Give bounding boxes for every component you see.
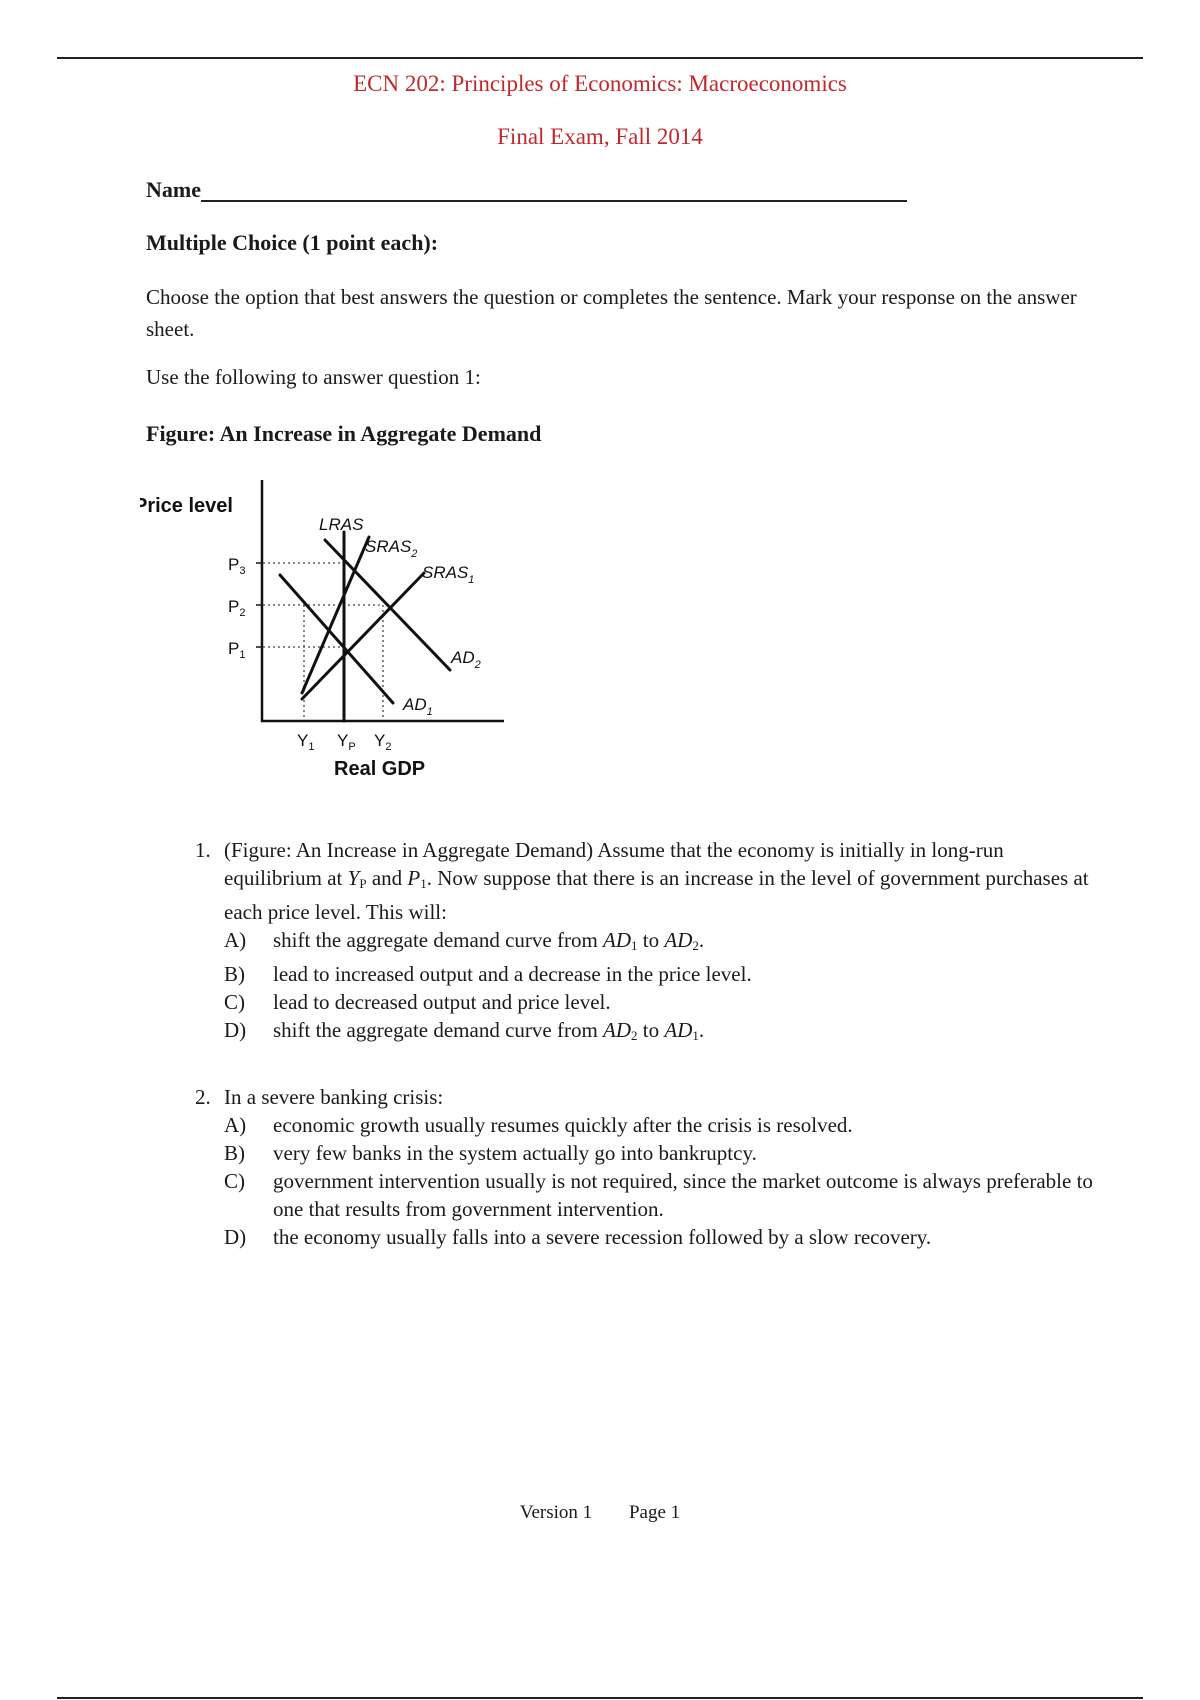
option-text: lead to decreased output and price level. <box>273 990 611 1014</box>
use-following-note: Use the following to answer question 1: <box>146 365 481 389</box>
question-2-option-b[interactable] <box>224 1139 1095 1167</box>
sras1-curve <box>302 573 424 699</box>
question-1-option-a[interactable] <box>224 926 1095 960</box>
option-letter: A) <box>224 1113 247 1137</box>
name-field-line[interactable] <box>201 200 907 202</box>
question-2-option-a[interactable] <box>224 1111 1095 1139</box>
option-text: shift the aggregate demand curve from $AD_2$ to $AD_1$. <box>273 1018 705 1043</box>
option-letter: B) <box>224 962 245 986</box>
option-letter: C) <box>224 990 245 1014</box>
question-1-option-b[interactable] <box>224 960 1095 988</box>
p2-label: $P_2$ <box>228 597 246 619</box>
y2-label: $Y_2$ <box>374 731 392 753</box>
instructions: Choose the option that best answers the question or completes the sentence. Mark your response on the answer sheet. <box>146 285 1077 341</box>
option-text: lead to increased output and a decrease in the price level. <box>273 962 752 986</box>
option-text: shift the aggregate demand curve from $AD_1$ to $AD_2$. <box>273 928 705 953</box>
exam-title: Final Exam, Fall 2014 <box>497 124 703 149</box>
question-text: (Figure: An Increase in Aggregate Demand) Assume that the economy is initially in long-run equilibrium at $Y_P$ and $P_1$. Now suppose that there is an increase in the level of government purchases at each price level. This will: <box>224 838 1089 924</box>
x-axis-label: Real GDP <box>334 758 426 780</box>
y1-label: $Y_1$ <box>297 731 315 753</box>
y-axis-label: Price level <box>140 495 233 517</box>
question-1-option-d[interactable] <box>224 1016 1095 1050</box>
question-number: 2. <box>195 1085 211 1109</box>
name-row <box>146 177 907 203</box>
option-letter: D) <box>224 1018 247 1042</box>
question-number: 1. <box>195 838 211 862</box>
section-heading: Multiple Choice (1 point each): <box>146 230 439 255</box>
p1-label: $P_1$ <box>228 639 246 661</box>
p3-label: $P_3$ <box>228 555 246 577</box>
course-title: ECN 202: Principles of Economics: Macroeconomics <box>353 71 847 96</box>
yp-label: $Y_P$ <box>337 731 356 753</box>
ad2-label: $AD_2$ <box>451 648 481 671</box>
question-text: In a severe banking crisis: <box>224 1085 444 1109</box>
option-letter: A) <box>224 928 247 952</box>
option-text: the economy usually falls into a severe recession followed by a slow recovery. <box>273 1225 932 1249</box>
page-footer <box>0 1502 1200 1524</box>
question-1-stem <box>195 836 1095 926</box>
page-number: Page 1 <box>628 1502 681 1523</box>
question-2-option-c[interactable] <box>224 1167 1095 1223</box>
ad-as-diagram <box>140 470 530 790</box>
top-rule <box>57 57 1143 59</box>
option-text: very few banks in the system actually go into bankruptcy. <box>273 1141 757 1165</box>
option-letter: B) <box>224 1141 245 1165</box>
question-2-option-d[interactable] <box>224 1223 1095 1251</box>
ad1-label: $AD_1$ <box>403 695 433 718</box>
name-label: Name <box>146 177 201 202</box>
question-2 <box>195 1083 1095 1251</box>
figure-title: Figure: An Increase in Aggregate Demand <box>146 421 542 446</box>
sras2-curve <box>302 537 369 693</box>
option-text: government intervention usually is not required, since the market outcome is always preferable to one that results from government intervention. <box>273 1169 1093 1221</box>
question-1-option-c[interactable] <box>224 988 1095 1016</box>
ad-as-figure <box>140 470 530 790</box>
option-letter: C) <box>224 1169 245 1193</box>
question-1 <box>195 836 1095 1050</box>
version-label: Version 1 <box>519 1502 593 1523</box>
option-text: economic growth usually resumes quickly after the crisis is resolved. <box>273 1113 853 1137</box>
sras2-label: $SRAS_2$ <box>365 537 418 560</box>
option-letter: D) <box>224 1225 247 1249</box>
sras1-label: $SRAS_1$ <box>422 563 475 586</box>
lras-label: LRAS <box>319 515 364 534</box>
bottom-rule <box>57 1697 1143 1699</box>
question-2-stem <box>195 1083 1095 1111</box>
